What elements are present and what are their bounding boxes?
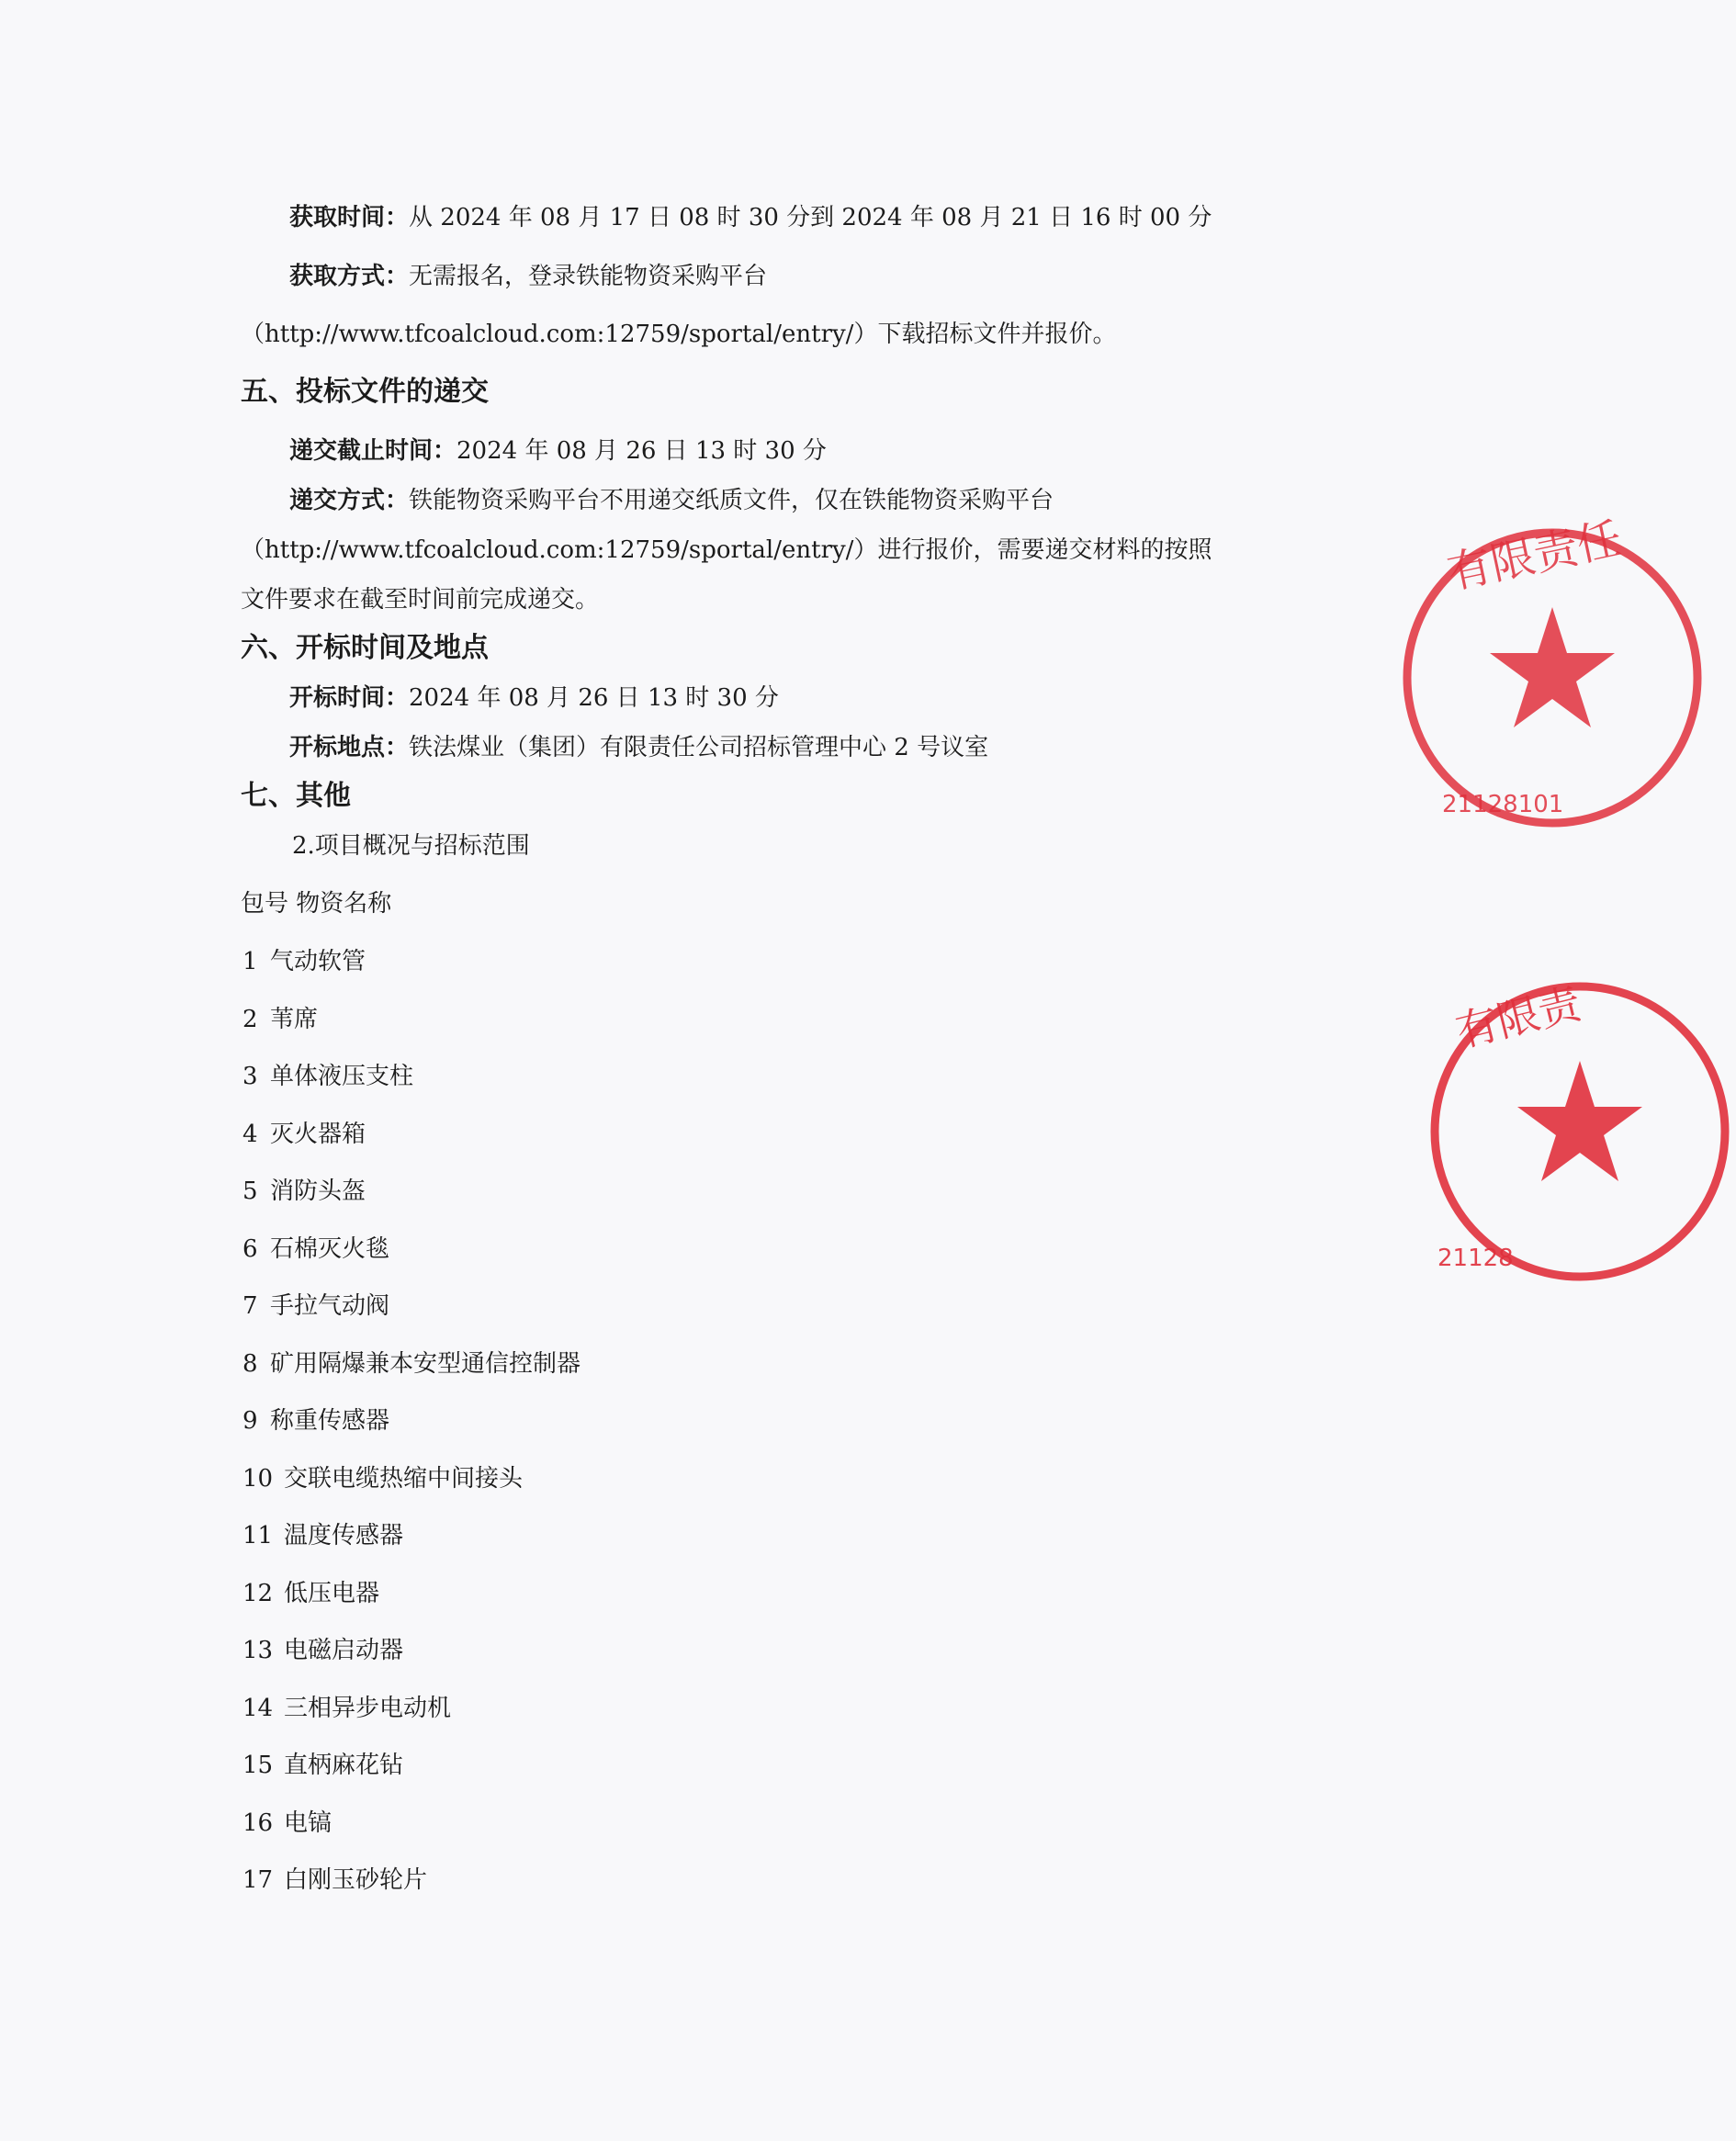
- item-row: [242, 1405, 389, 1437]
- item-number: 17: [242, 1866, 274, 1894]
- submit-method-url-text: （http://www.tfcoalcloud.com:12759/sportal/entry/）进行报价，需要递交材料的按照: [241, 536, 1212, 564]
- item-name: 灭火器箱: [270, 1121, 366, 1148]
- item-name: 苇席: [270, 1006, 319, 1033]
- item-number: 9: [242, 1407, 258, 1435]
- section7-subheading: 2.项目概况与招标范围: [292, 832, 530, 860]
- item-name: 三相异步电动机: [284, 1695, 452, 1722]
- item-row: [242, 1004, 318, 1035]
- opening-time-label: 开标时间：: [289, 684, 410, 712]
- fetch-method-line: [289, 261, 767, 292]
- item-row: [242, 1750, 403, 1781]
- item-row: [242, 1061, 413, 1092]
- company-seal-top: [1396, 513, 1627, 837]
- submit-deadline-value: 2024 年 08 月 26 日 13 时 30 分: [457, 437, 827, 465]
- item-number: 8: [242, 1350, 258, 1378]
- company-seal-bottom: [1424, 974, 1586, 1290]
- item-name: 称重传感器: [270, 1407, 390, 1435]
- fetch-time-value: 从 2024 年 08 月 17 日 08 时 30 分到 2024 年 08 月 21 日 16 时 00 分: [409, 204, 1212, 231]
- fetch-method-url-line: [241, 319, 1116, 350]
- item-name: 石棉灭火毯: [270, 1235, 390, 1263]
- item-number: 3: [242, 1063, 258, 1090]
- item-name: 气动软管: [270, 948, 366, 975]
- fetch-method-value: 无需报名，登录铁能物资采购平台: [409, 263, 768, 290]
- seal-top-number: 21128101: [1442, 791, 1564, 818]
- item-row: [242, 1290, 389, 1322]
- item-number: 14: [242, 1695, 274, 1722]
- item-number: 5: [242, 1178, 258, 1205]
- submit-deadline-line: [289, 435, 827, 467]
- fetch-time-label: 获取时间：: [289, 204, 410, 231]
- item-number: 1: [242, 948, 258, 975]
- item-number: 11: [242, 1522, 274, 1549]
- submit-method-value: 铁能物资采购平台不用递交纸质文件，仅在铁能物资采购平台: [409, 487, 1054, 514]
- item-row: [242, 1463, 523, 1494]
- item-row: [242, 1693, 451, 1724]
- item-name: 矿用隔爆兼本安型通信控制器: [270, 1350, 581, 1378]
- seal-bottom-text: 有限责: [1450, 977, 1586, 1057]
- item-row: [242, 1520, 403, 1551]
- item-row: [242, 1635, 403, 1666]
- item-name: 手拉气动阀: [270, 1292, 390, 1320]
- item-name: 消防头盔: [270, 1178, 366, 1205]
- item-name: 直柄麻花钻: [284, 1752, 404, 1779]
- opening-place-label: 开标地点：: [289, 734, 410, 761]
- submit-deadline-label: 递交截止时间：: [289, 437, 457, 465]
- fetch-time-line: [289, 202, 1212, 233]
- section5-heading: 五、投标文件的递交: [241, 376, 489, 408]
- item-number: 10: [242, 1465, 274, 1493]
- section6-heading: 六、开标时间及地点: [241, 632, 489, 664]
- item-number: 16: [242, 1809, 274, 1837]
- submit-method-label: 递交方式：: [289, 487, 410, 514]
- items-table-header: 包号 物资名称: [241, 890, 392, 918]
- opening-time-value: 2024 年 08 月 26 日 13 时 30 分: [409, 684, 779, 712]
- opening-place-value: 铁法煤业（集团）有限责任公司招标管理中心 2 号议室: [409, 734, 989, 761]
- item-number: 15: [242, 1752, 274, 1779]
- item-name: 低压电器: [284, 1580, 380, 1607]
- submit-method-tail-text: 文件要求在截至时间前完成递交。: [241, 586, 600, 614]
- submit-method-url-line: [241, 535, 1212, 566]
- item-row: [242, 1808, 332, 1839]
- item-name: 温度传感器: [284, 1522, 404, 1549]
- item-name: 单体液压支柱: [270, 1063, 414, 1090]
- seal-top-text: 有限责任: [1442, 513, 1627, 600]
- item-row: [242, 1234, 389, 1265]
- item-row: [242, 1865, 427, 1896]
- seal-bottom-number: 21128: [1437, 1245, 1514, 1272]
- opening-time-line: [289, 682, 779, 714]
- item-number: 7: [242, 1292, 258, 1320]
- item-name: 电磁启动器: [284, 1637, 404, 1664]
- item-number: 13: [242, 1637, 274, 1664]
- item-row: [242, 946, 366, 977]
- item-number: 4: [242, 1121, 258, 1148]
- section7-heading: 七、其他: [241, 780, 351, 812]
- item-name: 电镐: [284, 1809, 333, 1837]
- item-number: 12: [242, 1580, 274, 1607]
- submit-method-line: [289, 485, 1054, 516]
- fetch-method-label: 获取方式：: [289, 263, 410, 290]
- item-row: [242, 1119, 366, 1150]
- opening-place-line: [289, 732, 988, 763]
- item-name: 交联电缆热缩中间接头: [284, 1465, 524, 1493]
- item-row: [242, 1348, 581, 1380]
- item-row: [242, 1176, 366, 1207]
- item-number: 6: [242, 1235, 258, 1263]
- submit-method-tail-line: [241, 584, 599, 615]
- item-number: 2: [242, 1006, 258, 1033]
- item-name: 白刚玉砂轮片: [284, 1866, 428, 1894]
- item-row: [242, 1578, 379, 1609]
- fetch-method-url-text: （http://www.tfcoalcloud.com:12759/sportal/entry/）下载招标文件并报价。: [241, 321, 1117, 348]
